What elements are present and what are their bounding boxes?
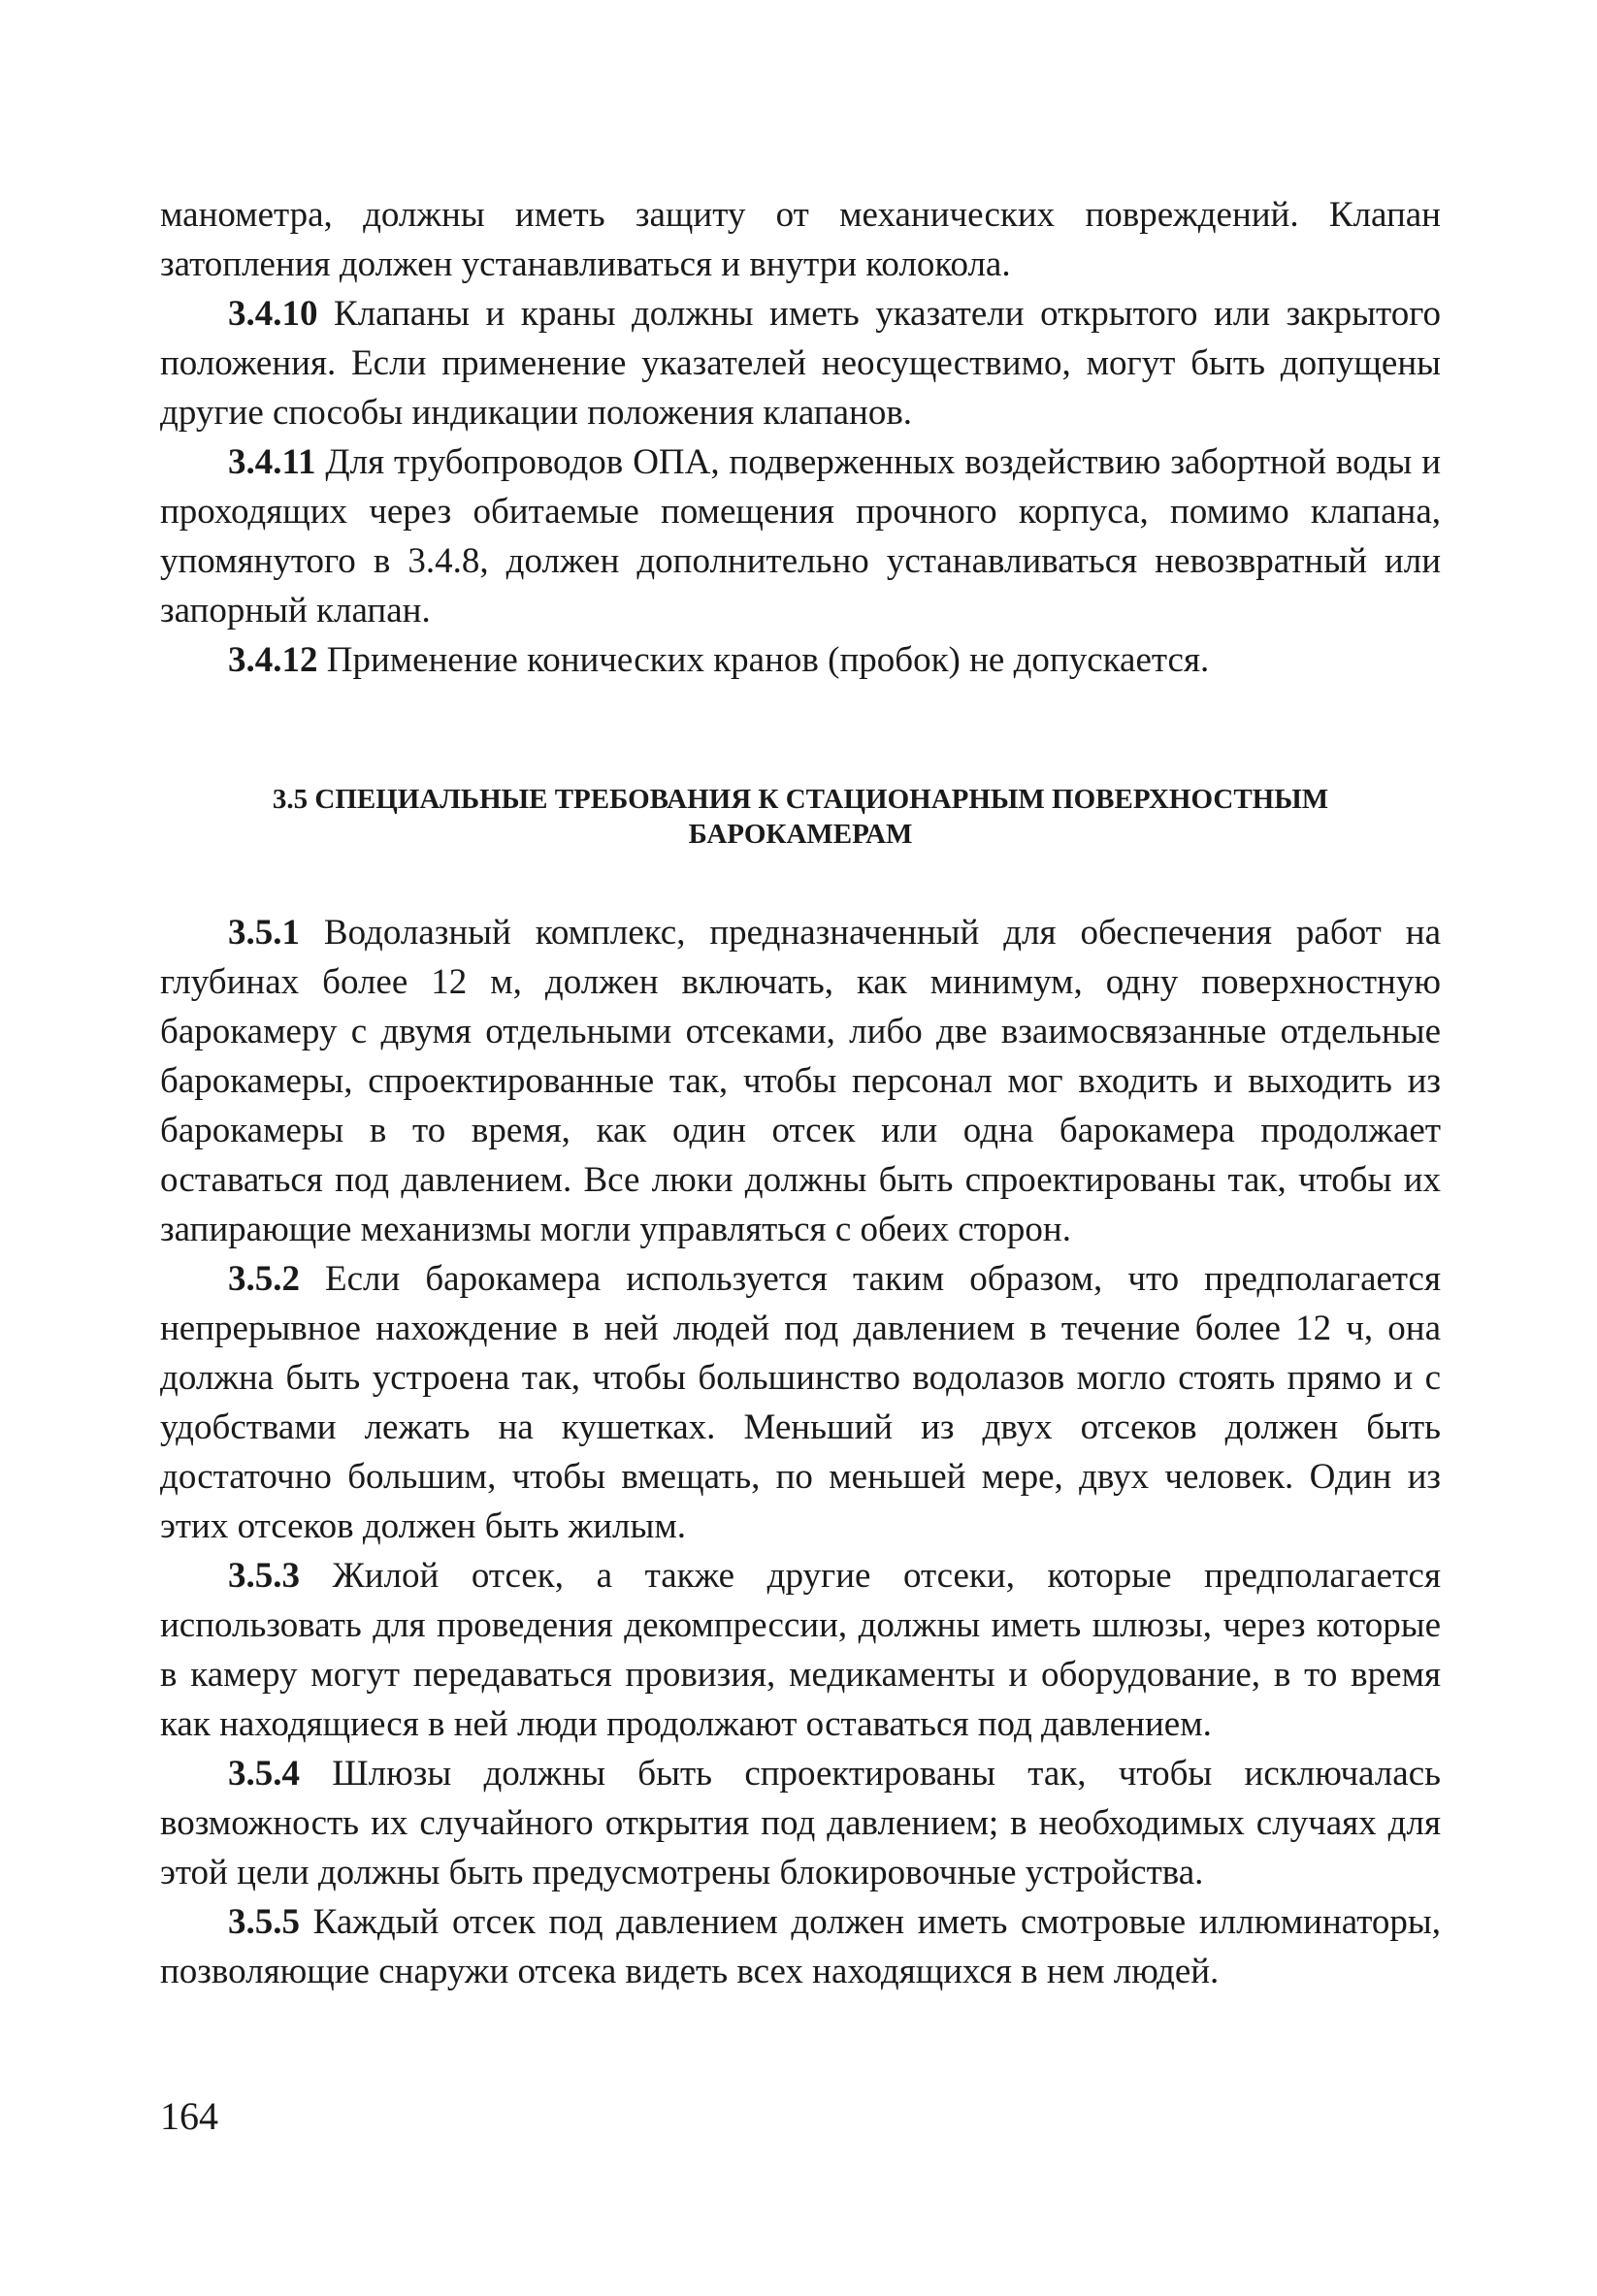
clause-number: 3.4.11 (228, 442, 316, 482)
clause-text: Клапаны и краны должны иметь указатели открытого или закрытого положения. Если применение указателей неосуществимо, могут быть допущены другие способы индикации положения клапанов. (160, 294, 1441, 433)
document-page (160, 190, 1441, 1996)
clause-text: Водолазный комплекс, предназначенный для обеспечения работ на глубинах более 12 м, должен включать, как минимум, одну поверхностную барокамеру с двумя отдельными отсеками, либо две взаимосвязанные отдельные барокамеры, спроектированные так, чтобы персонал мог входить и выходить из барокамеры в то время, как один отсек или одна барокамера продолжает оставаться под давлением. Все люки должны быть спроектированы так, чтобы их запирающие механизмы могли управляться с обеих сторон. (160, 913, 1441, 1249)
clause-number: 3.4.12 (228, 640, 318, 680)
clause-text: Для трубопроводов ОПА, подверженных воздействию забортной воды и проходящих через обитаемые помещения прочного корпуса, помимо клапана, упомянутого в 3.4.8, должен дополнительно устанавливаться невозвратный или запорный клапан. (160, 442, 1441, 631)
clause-text: Шлюзы должны быть спроектированы так, чтобы исключалась возможность их случайного открытия под давлением; в необходимых случаях для этой цели должны быть предусмотрены блокировочные устройства. (160, 1754, 1441, 1892)
paragraph-text: манометра, должны иметь защиту от механических повреждений. Клапан затопления должен устанавливаться и внутри колокола. (160, 195, 1441, 284)
clause-text: Применение конических кранов (пробок) не допускается. (317, 640, 1210, 680)
section-heading: 3.5 СПЕЦИАЛЬНЫЕ ТРЕБОВАНИЯ К СТАЦИОНАРНЫМ ПОВЕРХНОСТНЫМ БАРОКАМЕРАМ (272, 784, 1329, 850)
clause-3-5-4 (160, 1749, 1441, 1897)
paragraph-continuation (160, 190, 1441, 289)
clause-number: 3.5.5 (228, 1902, 300, 1942)
clause-number: 3.5.2 (228, 1259, 300, 1299)
clause-3-5-2 (160, 1254, 1441, 1551)
clause-number: 3.5.3 (228, 1556, 300, 1596)
clause-3-5-3 (160, 1551, 1441, 1749)
clause-number: 3.5.4 (228, 1754, 300, 1794)
clause-3-5-1 (160, 908, 1441, 1254)
page-number: 164 (160, 2094, 218, 2138)
clause-text: Каждый отсек под давлением должен иметь смотровые иллюминаторы, позволяющие снаружи отсека видеть всех находящихся в нем людей. (160, 1902, 1441, 1991)
clause-3-4-11 (160, 437, 1441, 635)
clause-number: 3.4.10 (228, 294, 318, 334)
clause-3-4-10 (160, 289, 1441, 437)
clause-number: 3.5.1 (228, 913, 300, 953)
clause-text: Если барокамера используется таким образом, что предполагается непрерывное нахождение в ней людей под давлением в течение более 12 ч, она должна быть устроена так, чтобы большинство водолазов могло стоять прямо и с удобствами лежать на кушетках. Меньший из двух отсеков должен быть достаточно большим, чтобы вмещать, по меньшей мере, двух человек. Один из этих отсеков должен быть жилым. (160, 1259, 1441, 1546)
clause-text: Жилой отсек, а также другие отсеки, которые предполагается использовать для проведения декомпрессии, должны иметь шлюзы, через которые в камеру могут передаваться провизия, медикаменты и оборудование, в то время как находящиеся в ней люди продолжают оставаться под давлением. (160, 1556, 1441, 1744)
clause-3-5-5 (160, 1897, 1441, 1996)
clause-3-4-12 (160, 635, 1441, 685)
